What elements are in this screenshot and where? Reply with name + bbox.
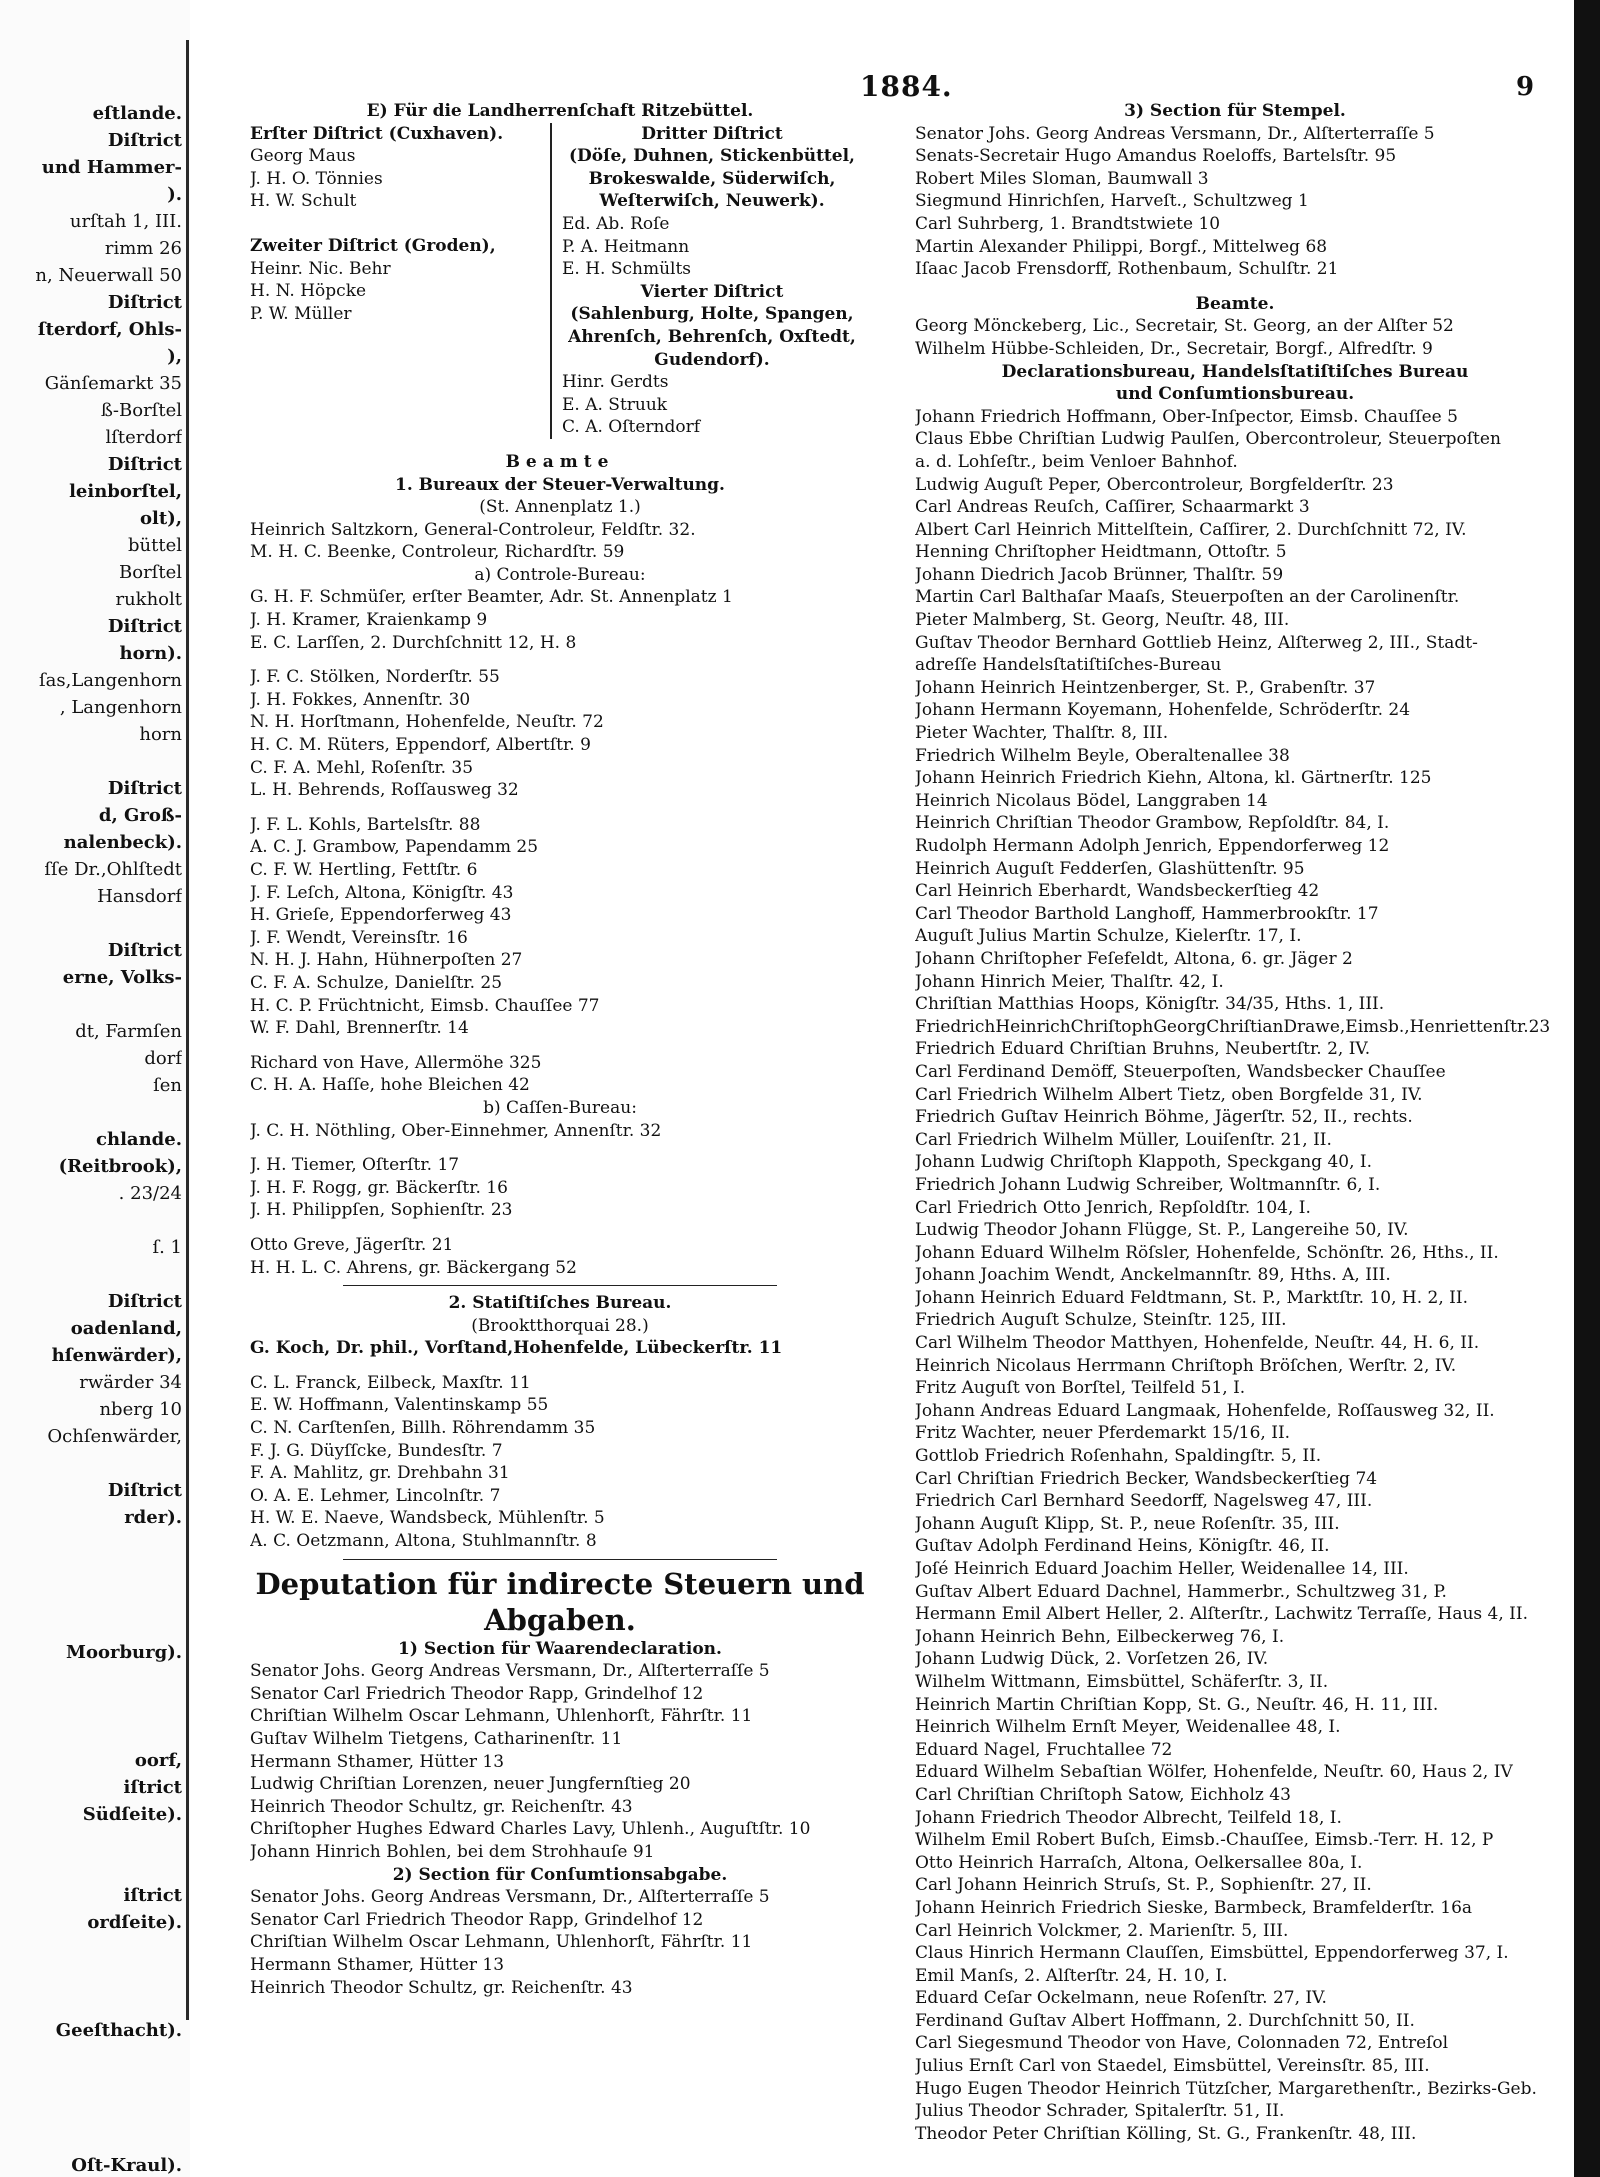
cassen-bureau-group-3: [250, 1234, 870, 1279]
margin-fragment-line: [0, 1207, 182, 1234]
right-column: [915, 100, 1555, 2145]
margin-fragment-line: rimm 26: [104, 238, 182, 259]
margin-fragment-line: ſ. 1: [152, 1237, 182, 1258]
entry-line: Hermann Sthamer, Hütter 13: [250, 1751, 505, 1772]
entry-line: Johann Joachim Wendt, Anckelmannſtr. 89, Hths. A, III.: [915, 1265, 1391, 1286]
district-2-title: Zweiter Diſtrict (Groden),: [250, 235, 496, 256]
entry-line: Heinrich Theodor Schultz, gr. Reichenſtr. 43: [250, 1796, 633, 1817]
entry-line: Rudolph Hermann Adolph Jenrich, Eppendorferweg 12: [915, 836, 1390, 856]
entry-line: C. F. W. Hertling, Fettſtr. 6: [250, 860, 478, 880]
margin-fragment-line: ordſeite).: [87, 1912, 182, 1933]
margin-fragment-line: [0, 1558, 182, 1585]
margin-fragment-line: [0, 1963, 182, 1990]
entry-line: Johann Friedrich Hoffmann, Ober-Inſpector, Eimsb. Chauſſee 5: [915, 406, 1458, 427]
entry-line: Eduard Nagel, Fruchtallee 72: [915, 1739, 1173, 1760]
margin-fragment-line: Diſtrict: [107, 130, 182, 151]
entry-line: C. N. Carſtenſen, Billh. Röhrendamm 35: [250, 1418, 596, 1439]
margin-fragment-line: [0, 1828, 182, 1855]
district-1-title: Erſter Diſtrict (Cuxhaven).: [250, 123, 504, 144]
entry-line: H. N. Höpcke: [250, 281, 367, 302]
entry-line: H. C. P. Früchtnicht, Eimsb. Chauſſee 77: [250, 995, 600, 1016]
entry-line: J. H. Kramer, Kraienkamp 9: [250, 610, 488, 631]
entry-line: J. H. Fokkes, Annenſtr. 30: [250, 689, 471, 710]
entry-line: Heinrich Martin Chriſtian Kopp, St. G., Neuſtr. 46, H. 11, III.: [915, 1694, 1439, 1715]
entry-line: Heinrich Auguſt Fedderſen, Glashüttenſtr. 95: [915, 858, 1305, 879]
margin-fragment-line: [0, 1666, 182, 1693]
entry-line: O. A. E. Lehmer, Lincolnſtr. 7: [250, 1485, 501, 1506]
margin-fragment-line: [0, 1990, 182, 2017]
previous-page-fragment-text: [0, 100, 182, 2177]
entry-line: Vierter Diſtrict: [640, 281, 784, 302]
controle-bureau-heading: a) Controle-Bureau:: [474, 564, 646, 585]
entry-line: Johann Eduard Wilhelm Röſsler, Hohenfelde, Schönſtr. 26, Hths., II.: [915, 1242, 1499, 1263]
margin-fragment-line: urſtah 1, III.: [69, 211, 182, 232]
page-number: 9: [1516, 72, 1535, 102]
margin-fragment-line: [0, 1450, 182, 1477]
margin-fragment-line: Borſtel: [119, 562, 182, 583]
steuer-verwaltung-officials: [250, 519, 870, 564]
entry-line: Iſaac Jacob Frensdorff, Rothenbaum, Schulſtr. 21: [915, 259, 1339, 280]
entry-line: Ludwig Theodor Johann Flügge, St. P., Langereihe 50, IV.: [915, 1220, 1409, 1241]
margin-fragment-line: horn: [139, 724, 182, 745]
margin-fragment-line: ß-Borſtel: [100, 400, 182, 421]
district-2-members: [250, 258, 550, 326]
statistisches-bureau-heading: 2. Statiſtiſches Bureau.: [448, 1293, 672, 1314]
margin-fragment-line: ſas,Langenhorn: [38, 670, 182, 691]
entry-line: P. W. Müller: [250, 303, 352, 324]
entry-line: Gudendorf).: [654, 349, 770, 370]
entry-line: Johann Hinrich Meier, Thalſtr. 42, I.: [915, 971, 1224, 992]
entry-line: W. F. Dahl, Brennerſtr. 14: [250, 1018, 469, 1039]
steuer-verwaltung-address: (St. Annenplatz 1.): [479, 497, 641, 518]
entry-line: Senator Carl Friedrich Theodor Rapp, Grindelhof 12: [250, 1909, 704, 1930]
entry-line: J. H. O. Tönnies: [250, 168, 383, 189]
margin-fragment-line: Diſtrict: [107, 454, 182, 475]
entry-line: Carl Ferdinand Demöff, Steuerpoſten, Wandsbecker Chauſſee: [915, 1061, 1446, 1082]
margin-fragment-line: Diſtrict: [107, 940, 182, 961]
entry-line: adreſſe Handelsſtatiſtiſches-Bureau: [915, 655, 1222, 676]
margin-fragment-line: rwärder 34: [79, 1372, 182, 1393]
page-fold-line: [186, 40, 189, 2020]
entry-line: Otto Heinrich Harraſch, Altona, Oelkersallee 80a, I.: [915, 1852, 1363, 1873]
entry-line: Heinr. Nic. Behr: [250, 258, 391, 279]
entry-line: Heinrich Chriſtian Theodor Grambow, Repſoldſtr. 84, I.: [915, 813, 1390, 834]
entry-line: Otto Greve, Jägerſtr. 21: [250, 1234, 454, 1255]
margin-fragment-line: Diſtrict: [107, 1291, 182, 1312]
margin-fragment-line: oorf,: [134, 1750, 182, 1771]
entry-line: J. H. F. Rogg, gr. Bäckerſtr. 16: [250, 1177, 508, 1198]
controle-bureau-group-1: [250, 586, 870, 654]
entry-line: Carl Johann Heinrich Struſs, St. P., Sophienſtr. 27, II.: [915, 1875, 1372, 1896]
entry-line: Carl Heinrich Volckmer, 2. Marienſtr. 5, III.: [915, 1920, 1289, 1941]
entry-line: Martin Alexander Philippi, Borgf., Mittelweg 68: [915, 236, 1328, 257]
entry-line: H. Grieſe, Eppendorferweg 43: [250, 905, 512, 926]
statistisches-bureau-head: G. Koch, Dr. phil., Vorſtand,Hohenfelde, Lübeckerſtr. 11: [250, 1338, 783, 1359]
ritzebuettel-heading: E) Für die Landherrenſchaft Ritzebüttel.: [366, 101, 754, 121]
section-1-heading: 1) Section für Waarendeclaration.: [398, 1638, 722, 1659]
entry-line: A. C. Oetzmann, Altona, Stuhlmannſtr. 8: [250, 1531, 597, 1552]
margin-fragment-line: , Langenhorn: [59, 697, 182, 718]
entry-line: Hermann Sthamer, Hütter 13: [250, 1954, 505, 1975]
entry-line: F. J. G. Düyſſcke, Bundesſtr. 7: [250, 1440, 503, 1461]
margin-fragment-line: [0, 2125, 182, 2152]
entry-line: N. H. J. Hahn, Hühnerpoſten 27: [250, 950, 523, 971]
entry-line: Pieter Malmberg, St. Georg, Neuſtr. 48, III.: [915, 610, 1290, 631]
margin-fragment-line: eſtlande.: [92, 103, 182, 124]
entry-line: Senator Carl Friedrich Theodor Rapp, Grindelhof 12: [250, 1683, 704, 1704]
entry-line: A. C. J. Grambow, Papendamm 25: [250, 837, 539, 858]
margin-fragment-line: (Reitbrook),: [58, 1156, 182, 1177]
entry-line: Theodor Peter Chriſtian Kölling, St. G., Frankenſtr. 48, III.: [915, 2123, 1417, 2144]
margin-fragment-line: hſenwärder),: [51, 1345, 182, 1366]
divider: [343, 1285, 777, 1286]
entry-line: Johann Heinrich Behn, Eilbeckerweg 76, I.: [915, 1626, 1285, 1647]
entry-line: Ferdinand Guſtav Albert Hoffmann, 2. Durchſchnitt 50, II.: [915, 2010, 1415, 2031]
entry-line: Fritz Wachter, neuer Pferdemarkt 15/16, II.: [915, 1423, 1291, 1444]
section-2-heading: 2) Section für Conſumtionsabgabe.: [392, 1864, 728, 1885]
entry-line: Eduard Wilhelm Sebaſtian Wölfer, Hohenfelde, Neuſtr. 60, Haus 2, IV: [915, 1762, 1513, 1783]
entry-line: Friedrich Guſtav Heinrich Böhme, Jägerſtr. 52, II., rechts.: [915, 1107, 1413, 1128]
margin-fragment-line: iſtrict: [123, 1885, 182, 1906]
beamte-heading: Beamte: [505, 451, 615, 472]
left-column: [250, 100, 870, 1999]
beamte-right-members: [915, 315, 1555, 360]
margin-fragment-line: [0, 1855, 182, 1882]
margin-fragment-line: Oſt-Kraul).: [71, 2155, 182, 2176]
entry-line: Gottlob Friedrich Roſenhahn, Spaldingſtr. 5, II.: [915, 1446, 1322, 1467]
margin-fragment-line: rukholt: [115, 589, 182, 610]
declaration-bureau-heading-2: und Conſumtionsbureau.: [1115, 384, 1355, 405]
margin-fragment-line: lſterdorf: [105, 427, 182, 448]
entry-line: E. A. Struuk: [562, 394, 668, 415]
divider: [343, 1559, 777, 1560]
entry-line: Johann Heinrich Eduard Feldtmann, St. P., Marktſtr. 10, H. 2, II.: [915, 1287, 1468, 1308]
statistisches-bureau-address: (Brooktthorquai 28.): [471, 1315, 649, 1336]
margin-fragment-line: . 23/24: [118, 1183, 182, 1204]
margin-fragment-line: Diſtrict: [107, 1480, 182, 1501]
entry-line: Eduard Ceſar Ockelmann, neue Roſenſtr. 27, IV.: [915, 1988, 1327, 2009]
margin-fragment-line: [0, 2044, 182, 2071]
entry-line: a. d. Lohſeſtr., beim Venloer Bahnhof.: [915, 451, 1238, 472]
margin-fragment-line: d, Groß-: [98, 805, 182, 826]
entry-line: Georg Mönckeberg, Lic., Secretair, St. Georg, an der Alſter 52: [915, 316, 1454, 337]
entry-line: Friedrich Auguſt Schulze, Steinſtr. 125, III.: [915, 1310, 1287, 1331]
district-left: [250, 123, 550, 439]
margin-fragment-line: [0, 1936, 182, 1963]
entry-line: Johann Heinrich Heintzenberger, St. P., Grabenſtr. 37: [915, 677, 1376, 698]
entry-line: Georg Maus: [250, 146, 356, 167]
entry-line: Guſtav Wilhelm Tietgens, Catharinenſtr. 11: [250, 1729, 623, 1749]
district-3-title: [562, 123, 862, 213]
entry-line: H. C. M. Rüters, Eppendorf, Albertſtr. 9: [250, 735, 591, 756]
margin-fragment-line: Diſtrict: [107, 616, 182, 637]
entry-line: Senator Johs. Georg Andreas Versmann, Dr., Alſterterraſſe 5: [250, 1661, 770, 1682]
entry-line: Carl Heinrich Eberhardt, Wandsbeckerſtieg 42: [915, 881, 1320, 902]
cassen-bureau-group-1: [250, 1120, 870, 1143]
entry-line: J. F. L. Kohls, Bartelsſtr. 88: [250, 814, 481, 835]
entry-line: Johann Chriſtopher Feſefeldt, Altona, 6. gr. Jäger 2: [915, 948, 1353, 969]
entry-line: Guſtav Albert Eduard Dachnel, Hammerbr., Schultzweg 31, P.: [915, 1581, 1447, 1602]
margin-fragment-line: rder).: [124, 1507, 182, 1528]
deputation-heading-line-2: Abgaben.: [484, 1602, 636, 1637]
margin-fragment-line: erne, Volks-: [62, 967, 182, 988]
entry-line: (Sahlenburg, Holte, Spangen,: [570, 304, 854, 325]
entry-line: Chriſtian Wilhelm Oscar Lehmann, Uhlenhorſt, Fährſtr. 11: [250, 1932, 753, 1953]
entry-line: C. L. Franck, Eilbeck, Maxſtr. 11: [250, 1372, 531, 1393]
entry-line: Dritter Diſtrict: [641, 123, 783, 144]
deputation-heading-line-1: Deputation für indirecte Steuern und: [255, 1566, 865, 1601]
entry-line: Richard von Have, Allermöhe 325: [250, 1052, 542, 1073]
entry-line: J. C. H. Nöthling, Ober-Einnehmer, Annenſtr. 32: [250, 1120, 662, 1141]
margin-fragment-line: [0, 991, 182, 1018]
entry-line: H. W. E. Naeve, Wandsbeck, Mühlenſtr. 5: [250, 1508, 605, 1529]
statistisches-bureau-staff: [250, 1372, 870, 1553]
entry-line: Hinr. Gerdts: [562, 372, 669, 393]
entry-line: Ahrenſch, Behrenſch, Oxſtedt,: [568, 326, 856, 347]
entry-line: Carl Theodor Barthold Langhoff, Hammerbrookſtr. 17: [915, 903, 1379, 924]
entry-line: Friedrich Carl Bernhard Seedorff, Nagelsweg 47, III.: [915, 1491, 1373, 1512]
entry-line: C. F. A. Schulze, Danielſtr. 25: [250, 972, 503, 993]
previous-page-margin: [0, 0, 190, 2177]
margin-fragment-line: [0, 1531, 182, 1558]
entry-line: Hugo Eugen Theodor Heinrich Tützſcher, Margarethenſtr., Bezirks-Geb.: [915, 2078, 1537, 2099]
margin-fragment-line: Moorburg).: [66, 1642, 182, 1663]
district-3-members: [562, 213, 862, 281]
entry-line: C. F. A. Mehl, Roſenſtr. 35: [250, 757, 474, 778]
entry-line: Guſtav Theodor Bernhard Gottlieb Heinz, Alſterweg 2, III., Stadt-: [915, 632, 1478, 653]
entry-line: N. H. Horſtmann, Hohenfelde, Neuſtr. 72: [250, 712, 604, 733]
entry-line: J. H. Tiemer, Oſterſtr. 17: [250, 1155, 460, 1176]
entry-line: Albert Carl Heinrich Mittelſtein, Caſſirer, 2. Durchſchnitt 72, IV.: [915, 519, 1467, 540]
entry-line: Johann Friedrich Theodor Albrecht, Teilfeld 18, I.: [915, 1807, 1342, 1828]
margin-fragment-line: nberg 10: [99, 1399, 182, 1420]
entry-line: Henning Chriſtopher Heidtmann, Ottoſtr. 5: [915, 542, 1287, 563]
entry-line: F. A. Mahlitz, gr. Drehbahn 31: [250, 1463, 510, 1484]
entry-line: J. F. Leſch, Altona, Königſtr. 43: [250, 882, 514, 903]
controle-bureau-group-3: [250, 814, 870, 1040]
entry-line: Wilhelm Wittmann, Eimsbüttel, Schäferſtr. 3, II.: [915, 1671, 1329, 1692]
controle-bureau-group-4: [250, 1052, 870, 1097]
margin-fragment-line: oadenland,: [70, 1318, 182, 1339]
margin-fragment-line: ſen: [153, 1075, 182, 1096]
entry-line: Ludwig Auguſt Peper, Obercontroleur, Borgfelderſtr. 23: [915, 474, 1394, 495]
entry-line: Ed. Ab. Roſe: [562, 213, 670, 234]
entry-line: Senator Johs. Georg Andreas Versmann, Dr., Alſterterraſſe 5: [915, 123, 1435, 144]
entry-line: Friedrich Wilhelm Beyle, Oberaltenallee 38: [915, 745, 1290, 766]
entry-line: Siegmund Hinrichſen, Harveſt., Schultzweg 1: [915, 191, 1309, 212]
margin-fragment-line: und Hammer-: [41, 157, 182, 178]
margin-fragment-line: [0, 1693, 182, 1720]
margin-fragment-line: ).: [167, 184, 182, 205]
margin-fragment-line: Ochſenwärder,: [47, 1426, 182, 1447]
entry-line: Weſterwiſch, Neuwerk).: [599, 191, 825, 212]
margin-fragment-line: [0, 2098, 182, 2125]
entry-line: Johann Auguſt Klipp, St. P., neue Roſenſtr. 35, III.: [915, 1513, 1340, 1534]
entry-line: Johann Andreas Eduard Langmaak, Hohenfelde, Roſſausweg 32, II.: [915, 1400, 1495, 1421]
entry-line: Heinrich Theodor Schultz, gr. Reichenſtr. 43: [250, 1977, 633, 1998]
section-3-members: [915, 123, 1555, 281]
district-4-title: [562, 281, 862, 371]
margin-fragment-line: [0, 1585, 182, 1612]
margin-fragment-line: dorf: [144, 1048, 182, 1069]
entry-line: Claus Hinrich Hermann Clauſſen, Eimsbüttel, Eppendorferweg 37, I.: [915, 1943, 1509, 1964]
steuer-verwaltung-heading: 1. Bureaux der Steuer-Verwaltung.: [395, 474, 725, 495]
declaration-bureau-staff: [915, 406, 1555, 2146]
entry-line: Fritz Auguſt von Borſtel, Teilfeld 51, I.: [915, 1378, 1246, 1399]
entry-line: Carl Friedrich Otto Jenrich, Repſoldſtr. 104, I.: [915, 1197, 1311, 1218]
entry-line: Chriſtian Matthias Hoops, Königſtr. 34/35, Hths. 1, III.: [915, 994, 1385, 1015]
entry-line: Julius Ernſt Carl von Staedel, Eimsbüttel, Vereinsſtr. 85, III.: [915, 2056, 1430, 2077]
margin-fragment-line: [0, 2071, 182, 2098]
entry-line: M. H. C. Beenke, Controleur, Richardſtr. 59: [250, 542, 625, 563]
entry-line: Joſé Heinrich Eduard Joachim Heller, Weidenallee 14, III.: [915, 1559, 1409, 1579]
margin-fragment-line: büttel: [128, 535, 182, 556]
entry-line: Robert Miles Sloman, Baumwall 3: [915, 168, 1209, 189]
margin-fragment-line: chlande.: [96, 1129, 182, 1150]
beamte-heading-right: Beamte.: [1195, 293, 1275, 314]
entry-line: J. F. C. Stölken, Norderſtr. 55: [250, 667, 500, 688]
entry-line: G. H. F. Schmüſer, erſter Beamter, Adr. St. Annenplatz 1: [250, 587, 733, 608]
district-1-members: [250, 145, 550, 213]
entry-line: Johann Ludwig Dück, 2. Vorſetzen 26, IV.: [915, 1649, 1269, 1670]
entry-line: Carl Suhrberg, 1. Brandtstwiete 10: [915, 213, 1221, 234]
entry-line: Ludwig Chriſtian Lorenzen, neuer Jungfernſtieg 20: [250, 1774, 691, 1795]
entry-line: Julius Theodor Schrader, Spitalerſtr. 51, II.: [915, 2101, 1285, 2122]
entry-line: Hermann Emil Albert Heller, 2. Alſterſtr., Lachwitz Terraſſe, Haus 4, II.: [915, 1604, 1529, 1625]
margin-fragment-line: Gänſemarkt 35: [44, 373, 182, 394]
margin-fragment-line: iſtrict: [123, 1777, 182, 1798]
entry-line: Auguſt Julius Martin Schulze, Kielerſtr. 17, I.: [915, 926, 1302, 947]
entry-line: Heinrich Wilhelm Ernſt Meyer, Weidenallee 48, I.: [915, 1717, 1341, 1738]
entry-line: Johann Hermann Koyemann, Hohenfelde, Schröderſtr. 24: [915, 700, 1411, 721]
entry-line: Emil Manſs, 2. Alſterſtr. 24, H. 10, I.: [915, 1965, 1228, 1986]
entry-line: Carl Friedrich Wilhelm Müller, Louiſenſtr. 21, II.: [915, 1129, 1332, 1150]
entry-line: Carl Chriſtian Friedrich Becker, Wandsbeckerſtieg 74: [915, 1468, 1378, 1489]
margin-fragment-line: ſſe Dr.,Ohlſtedt: [44, 859, 182, 880]
entry-line: Friedrich Johann Ludwig Schreiber, Woltmannſtr. 6, I.: [915, 1174, 1381, 1195]
entry-line: Carl Friedrich Wilhelm Albert Tietz, oben Borgfelde 31, IV.: [915, 1084, 1423, 1105]
margin-fragment-line: Diſtrict: [107, 778, 182, 799]
entry-line: Brokeswalde, Süderwiſch,: [588, 168, 836, 189]
margin-fragment-line: olt),: [140, 508, 182, 529]
entry-line: Chriſtopher Hughes Edward Charles Lavy, Uhlenh., Auguſtſtr. 10: [250, 1819, 811, 1840]
entry-line: Wilhelm Emil Robert Buſch, Eimsb.-Chauſſee, Eimsb.-Terr. H. 12, P: [915, 1830, 1494, 1851]
entry-line: Johann Heinrich Friedrich Kiehn, Altona, kl. Gärtnerſtr. 125: [915, 768, 1432, 789]
district-4-members: [562, 371, 862, 439]
entry-line: Wilhelm Hübbe-Schleiden, Dr., Secretair, Borgf., Alfredſtr. 9: [915, 338, 1433, 359]
entry-line: Johann Ludwig Chriſtoph Klappoth, Speckgang 40, I.: [915, 1152, 1373, 1173]
entry-line: Johann Diedrich Jacob Brünner, Thalſtr. 59: [915, 564, 1284, 585]
margin-fragment-line: [0, 910, 182, 937]
declaration-bureau-heading-1: Declarationsbureau, Handelsſtatiſtiſches Bureau: [1001, 361, 1469, 382]
entry-line: Senator Johs. Georg Andreas Versmann, Dr., Alſterterraſſe 5: [250, 1887, 770, 1908]
entry-line: H. H. L. C. Ahrens, gr. Bäckergang 52: [250, 1257, 577, 1278]
entry-line: J. H. Philippſen, Sophienſtr. 23: [250, 1200, 513, 1221]
entry-line: Pieter Wachter, Thalſtr. 8, III.: [915, 723, 1169, 744]
entry-line: C. A. Oſterndorf: [562, 417, 701, 438]
margin-fragment-line: leinborſtel,: [69, 481, 182, 502]
margin-fragment-line: [0, 1261, 182, 1288]
margin-fragment-line: ſterdorf, Ohls-: [37, 319, 182, 340]
entry-line: E. C. Larſſen, 2. Durchſchnitt 12, H. 8: [250, 632, 577, 653]
margin-fragment-line: dt, Farmſen: [75, 1021, 182, 1042]
entry-line: L. H. Behrends, Roſſausweg 32: [250, 780, 519, 801]
entry-line: FriedrichHeinrichChriſtophGeorgChriſtianDrawe,Eimsb.,Henriettenſtr.23: [915, 1016, 1551, 1037]
entry-line: Johann Hinrich Bohlen, bei dem Strohhauſe 91: [250, 1841, 655, 1862]
scan-edge-bar: [1574, 0, 1600, 2177]
margin-fragment-line: horn).: [119, 643, 182, 664]
entry-line: Carl Andreas Reuſch, Caſſirer, Schaarmarkt 3: [915, 497, 1310, 518]
entry-line: Johann Heinrich Friedrich Sieske, Barmbeck, Bramfelderſtr. 16a: [915, 1897, 1473, 1918]
entry-line: Claus Ebbe Chriſtian Ludwig Paulſen, Obercontroleur, Steuerpoſten: [915, 429, 1501, 450]
entry-line: E. H. Schmülts: [562, 259, 692, 280]
entry-line: Guſtav Adolph Ferdinand Heins, Königſtr. 46, II.: [915, 1536, 1330, 1557]
entry-line: Chriſtian Wilhelm Oscar Lehmann, Uhlenhorſt, Fährſtr. 11: [250, 1706, 753, 1727]
entry-line: H. W. Schult: [250, 191, 357, 212]
cassen-bureau-group-2: [250, 1154, 870, 1222]
entry-line: Heinrich Nicolaus Herrmann Chriſtoph Bröſchen, Werſtr. 2, IV.: [915, 1355, 1457, 1376]
district-right: [550, 123, 862, 439]
margin-fragment-line: [0, 1612, 182, 1639]
district-block: [250, 123, 870, 439]
entry-line: Carl Siegesmund Theodor von Have, Colonnaden 72, Entreſol: [915, 2033, 1449, 2054]
section-1-members: [250, 1660, 870, 1863]
section-3-heading: 3) Section für Stempel.: [1124, 101, 1346, 121]
margin-fragment-line: nalenbeck).: [63, 832, 182, 853]
section-2-members: [250, 1886, 870, 1999]
margin-fragment-line: n, Neuerwall 50: [35, 265, 182, 286]
margin-fragment-line: [0, 748, 182, 775]
margin-fragment-line: ),: [167, 346, 182, 367]
entry-line: Heinrich Nicolaus Bödel, Langgraben 14: [915, 790, 1268, 811]
entry-line: Carl Chriſtian Chriſtoph Satow, Eichholz 43: [915, 1784, 1291, 1805]
entry-line: E. W. Hoffmann, Valentinskamp 55: [250, 1395, 549, 1416]
margin-fragment-line: Hansdorf: [97, 886, 182, 907]
entry-line: (Döſe, Duhnen, Stickenbüttel,: [569, 146, 855, 167]
entry-line: C. H. A. Haſſe, hohe Bleichen 42: [250, 1075, 530, 1096]
entry-line: Friedrich Eduard Chriſtian Bruhns, Neubertſtr. 2, IV.: [915, 1039, 1371, 1060]
margin-fragment-line: Südſeite).: [82, 1804, 182, 1825]
entry-line: Heinrich Saltzkorn, General-Controleur, Feldſtr. 32.: [250, 519, 696, 540]
margin-fragment-line: [0, 1720, 182, 1747]
entry-line: J. F. Wendt, Vereinsſtr. 16: [250, 927, 468, 948]
margin-fragment-line: Diſtrict: [107, 292, 182, 313]
entry-line: P. A. Heitmann: [562, 236, 690, 257]
margin-fragment-line: [0, 1099, 182, 1126]
controle-bureau-group-2: [250, 666, 870, 802]
page-year: 1884.: [860, 70, 953, 103]
entry-line: Senats-Secretair Hugo Amandus Roeloffs, Bartelsſtr. 95: [915, 146, 1397, 167]
entry-line: Carl Wilhelm Theodor Matthyen, Hohenfelde, Neuſtr. 44, H. 6, II.: [915, 1333, 1480, 1354]
cassen-bureau-heading: b) Caſſen-Bureau:: [483, 1097, 637, 1118]
entry-line: Martin Carl Balthaſar Maaſs, Steuerpoſten an der Carolinenſtr.: [915, 587, 1460, 608]
margin-fragment-line: Geeſthacht).: [55, 2020, 182, 2041]
